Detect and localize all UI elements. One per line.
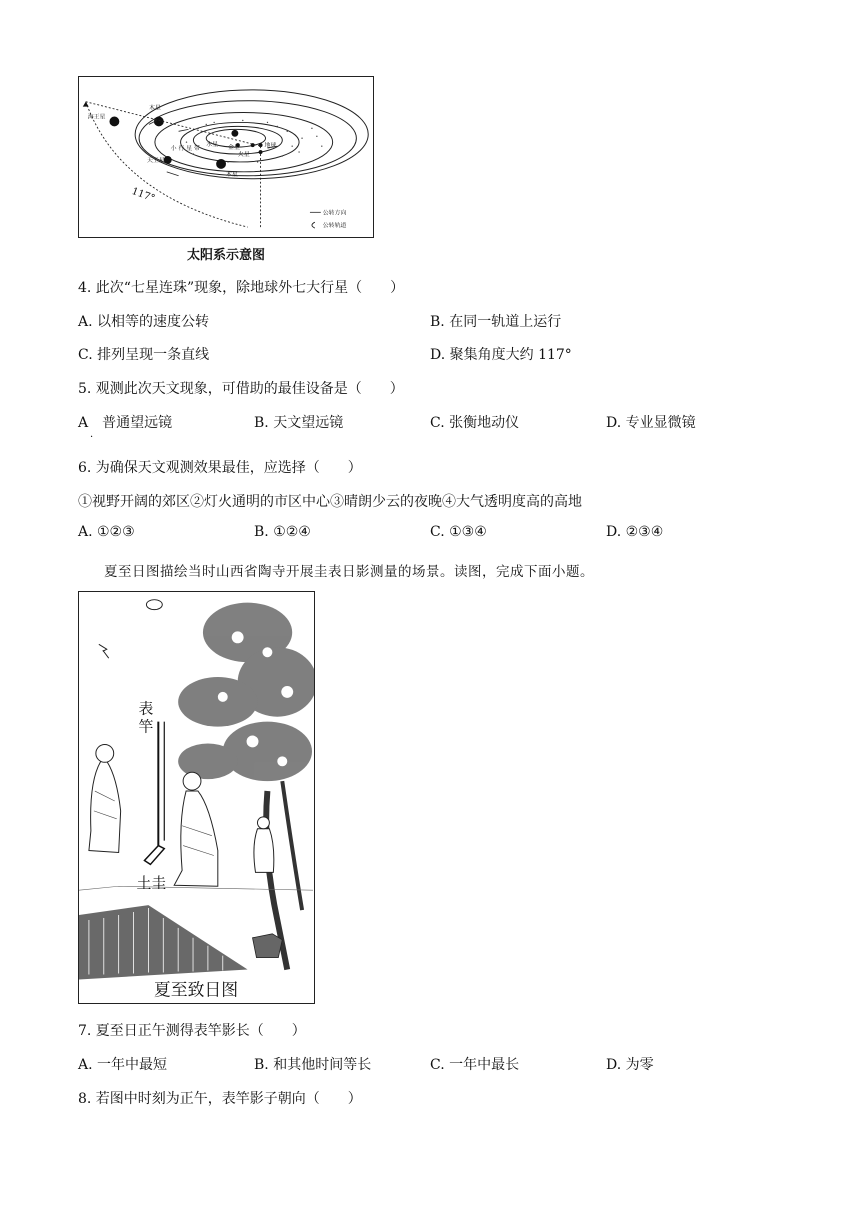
- jupiter-top-label: 木星: [148, 105, 161, 112]
- neptune-label: 海王星: [87, 114, 106, 121]
- solar-system-figure: [78, 76, 374, 238]
- q6-option-c: C. ①③④: [430, 524, 487, 540]
- q6-choices-line: ①视野开阔的郊区②灯火通明的市区中心③晴朗少云的夜晚④大气透明度高的高地: [78, 494, 582, 510]
- summer-solstice-illustration: [79, 592, 314, 1003]
- mars-label: 火星: [237, 152, 250, 159]
- q5-option-c: C. 张衡地动仪: [430, 415, 520, 431]
- venus-label: 金星: [227, 145, 240, 152]
- legend-orbit-label: 公转轨道: [322, 223, 347, 230]
- angle-label: 117°: [130, 186, 157, 205]
- figure1-caption: 太阳系示意图: [186, 248, 265, 263]
- summer-solstice-figure: [78, 591, 315, 1004]
- q6-option-d: D. ②③④: [606, 524, 664, 540]
- legend-direction-label: 公转方向: [322, 210, 347, 217]
- q4-option-c: C. 排列呈现一条直线: [78, 347, 210, 363]
- gnomon-label: 土圭: [136, 874, 167, 893]
- decorative-dot: ·: [90, 432, 94, 443]
- earth-label: 地球: [264, 143, 277, 150]
- q7-stem: 7. 夏至日正午测得表竿影长（ ）: [78, 1023, 306, 1039]
- q6-option-b: B. ①②④: [254, 524, 311, 540]
- section-intro: 夏至日图描绘当时山西省陶寺开展圭表日影测量的场景。读图，完成下面小题。: [104, 564, 594, 580]
- q4-stem: 4. 此次“七星连珠”现象，除地球外七大行星（ ）: [78, 280, 405, 296]
- q5-option-b: B. 天文望远镜: [254, 415, 344, 431]
- mercury-label: 水星: [206, 142, 219, 149]
- q5-option-d: D. 专业显微镜: [606, 415, 696, 431]
- q5-stem: 5. 观测此次天文现象，可借助的最佳设备是（ ）: [78, 381, 404, 397]
- q6-option-a: A. ①②③: [78, 524, 135, 540]
- q7-option-d: D. 为零: [606, 1057, 654, 1073]
- q4-option-d: D. 聚集角度大约 117°: [430, 347, 572, 363]
- q7-option-b: B. 和其他时间等长: [254, 1057, 372, 1073]
- q8-stem: 8. 若图中时刻为正午，表竿影子朝向（ ）: [78, 1091, 362, 1107]
- solar-system-diagram: [79, 77, 373, 237]
- uranus-label: 天王星: [146, 157, 165, 164]
- q7-option-c: C. 一年中最长: [430, 1057, 520, 1073]
- q4-option-b: B. 在同一轨道上运行: [430, 314, 562, 330]
- pole-label: 表 竿: [138, 699, 154, 736]
- asteroid-belt-label: 小 行 星 带: [170, 146, 200, 153]
- figure2-caption: 夏至致日图: [153, 979, 239, 1000]
- q6-stem: 6. 为确保天文观测效果最佳，应选择（ ）: [78, 460, 362, 476]
- q5-option-a: A 普通望远镜: [78, 415, 173, 431]
- q7-option-a: A. 一年中最短: [78, 1057, 168, 1073]
- saturn-label: 木星: [226, 171, 238, 178]
- q4-option-a: A. 以相等的速度公转: [78, 314, 210, 330]
